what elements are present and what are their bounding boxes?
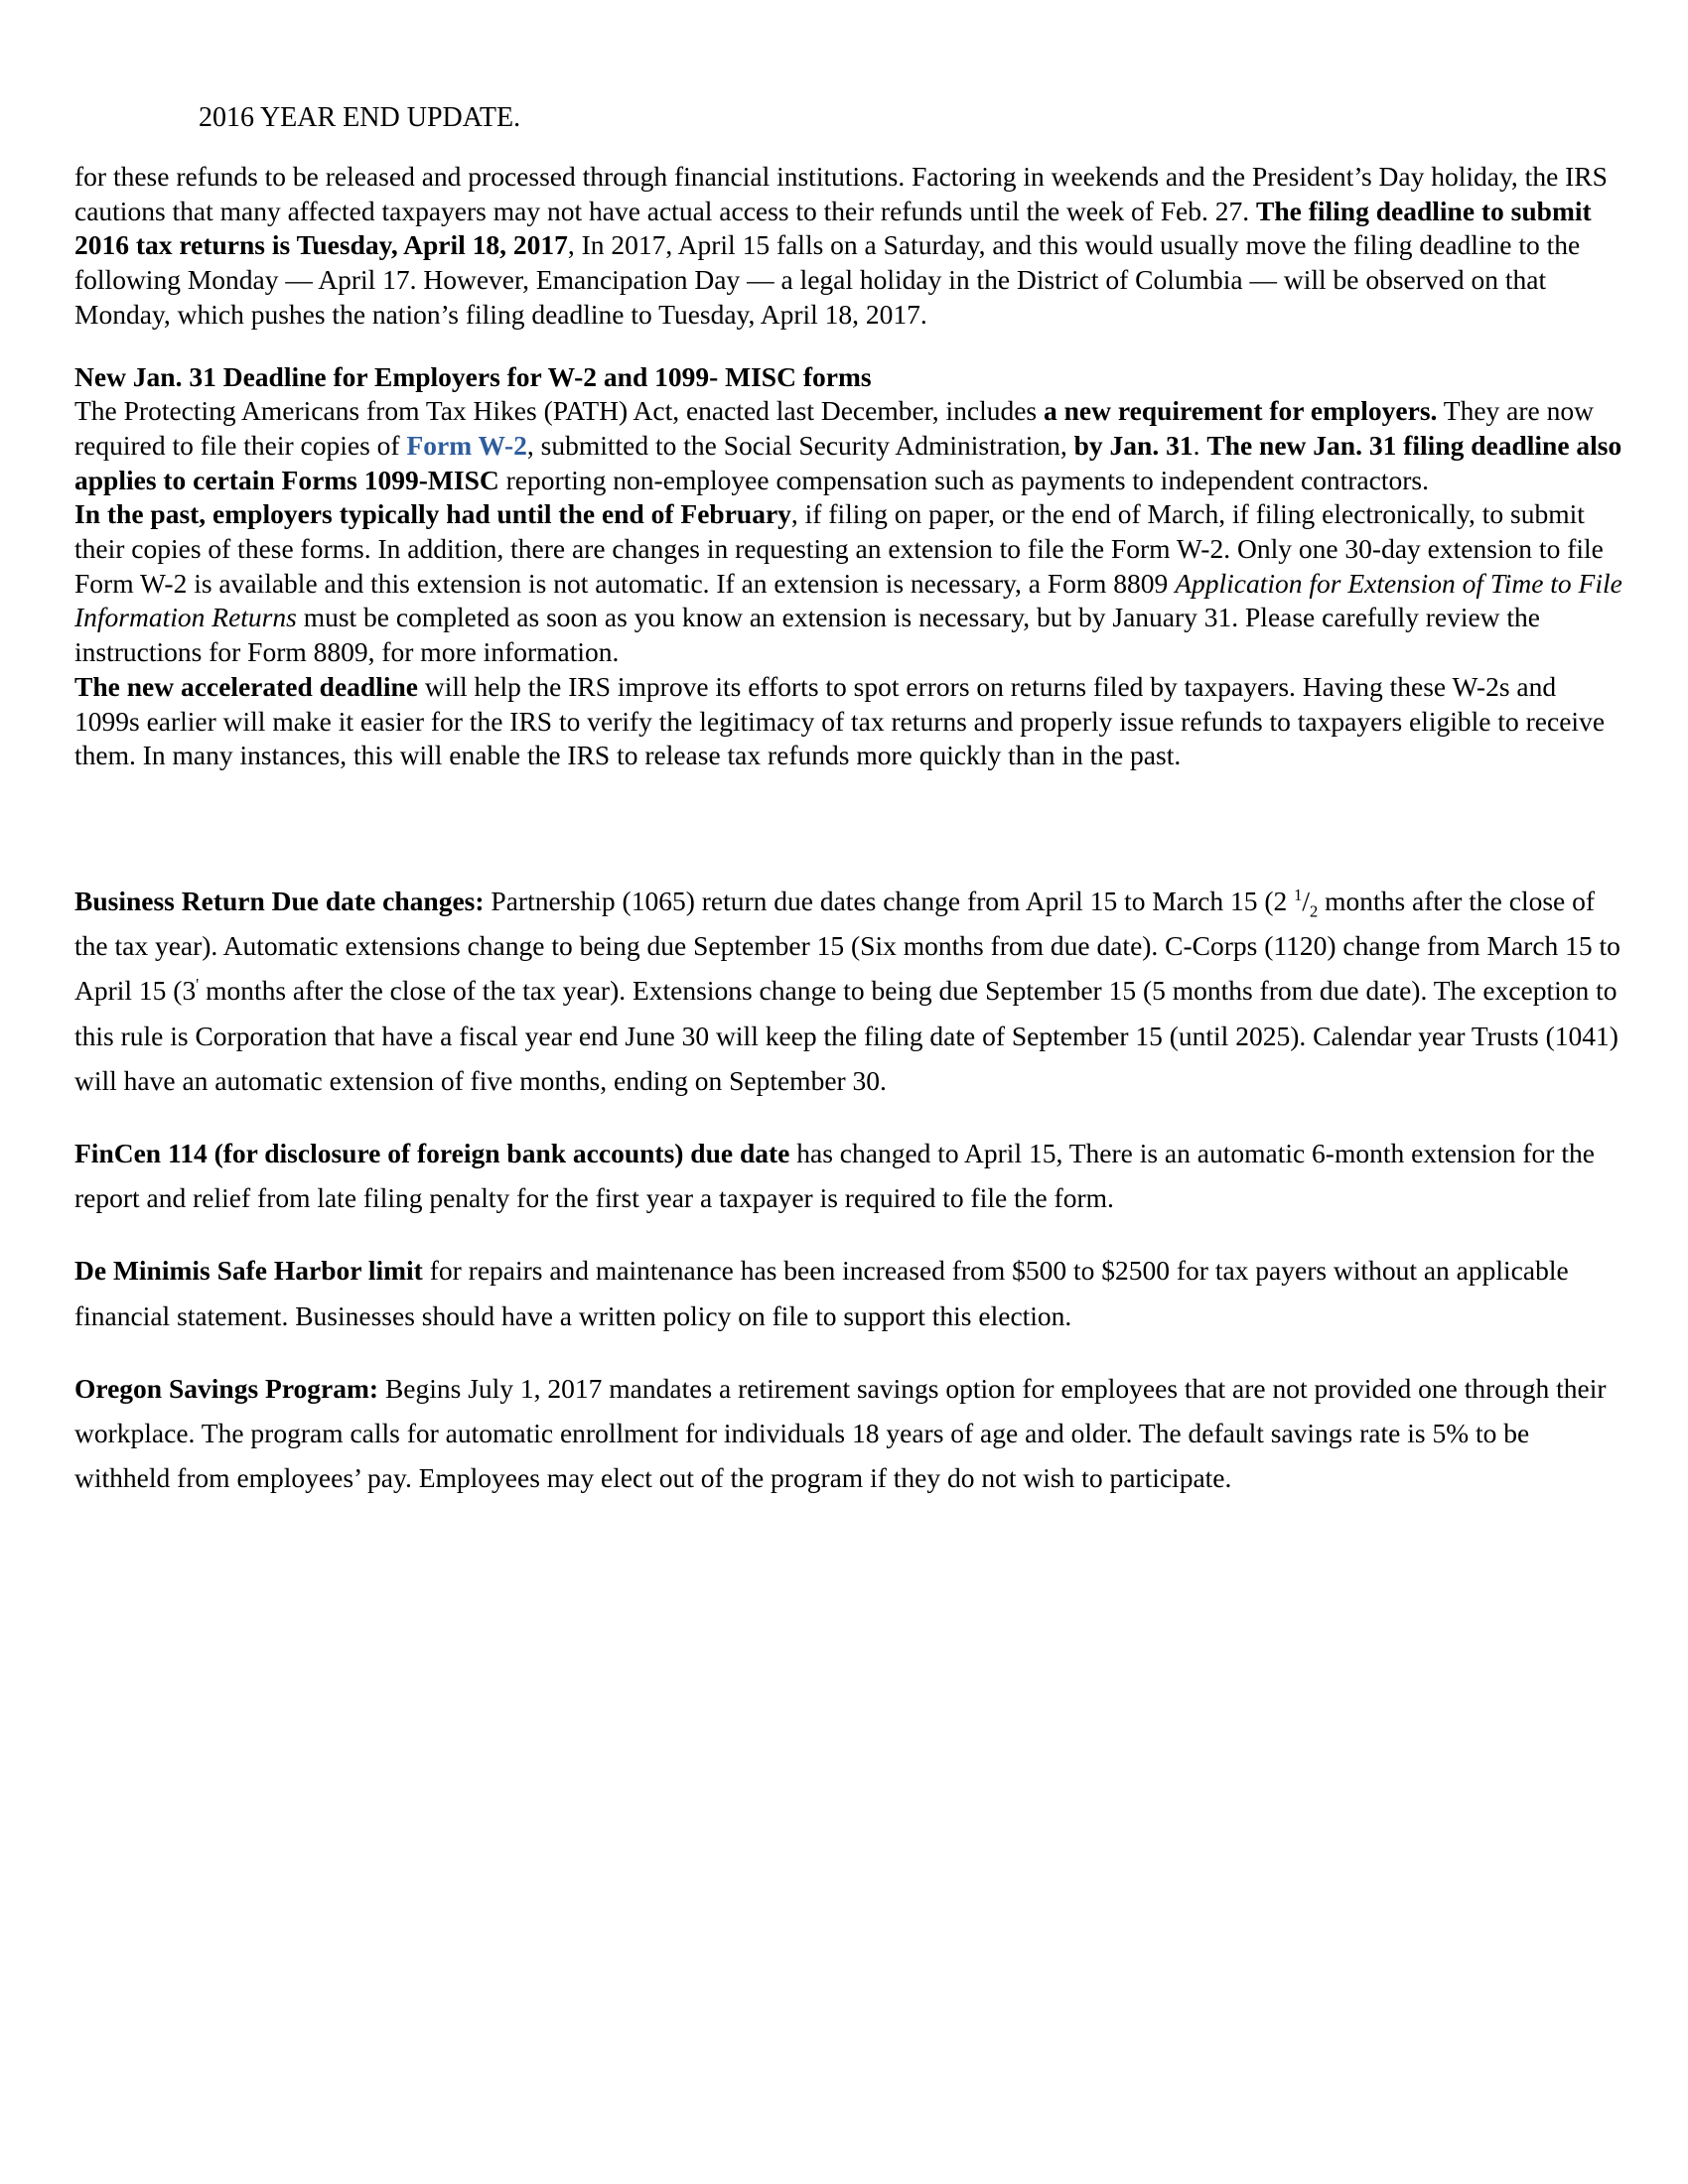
w2-bold-1099: The new Jan. 31 filing deadline also applies to certain Forms 1099-MISC	[74, 429, 1622, 495]
w2-bold-accelerated: The new accelerated deadline	[74, 670, 418, 702]
oregon-text: Begins July 1, 2017 mandates a retirement savings option for employees that are not provided one through their workplace. The program calls for automatic enrollment for individuals 18 years of age and older. The default savings rate is 5% to be withheld from employees’ pay. Employees may elect out of the program if they do not wish to participate.	[74, 1372, 1607, 1494]
w2-section-title	[74, 360, 1623, 395]
w2-paragraph-1	[74, 394, 1623, 497]
w2-text: reporting non-employee compensation such as payments to independent contractors.	[498, 464, 1429, 495]
intro-text-continued: , In 2017, April 15 falls on a Saturday, and this would usually move the filing deadline to the following Monday — April 17. However, Emancipation Day — a legal holiday in the District of Columbia — will be observed on that Monday, which pushes the nation’s filing deadline to Tuesday, April 18, 2017.	[74, 229, 1581, 330]
business-text: Partnership (1065) return due dates change from April 15 to March 15 (2	[484, 886, 1295, 916]
w2-paragraph-3	[74, 670, 1623, 773]
page-heading: 2016 YEAR END UPDATE.	[199, 102, 521, 133]
business-title: Business Return Due date changes:	[74, 886, 485, 916]
w2-text: will help the IRS improve its efforts to spot errors on returns filed by taxpayers. Having these W-2s and 1099s earlier will make it easier for the IRS to verify the legitimacy of tax returns and properly issue refunds to taxpayers eligible to receive them. In many instances, this will enable the IRS to release tax refunds more quickly than in the past.	[74, 670, 1606, 771]
w2-text: must be completed as soon as you know an extension is necessary, but by January 31. Please carefully review the instructions for Form 8809, for more information.	[74, 602, 1541, 668]
paragraph-gap	[74, 333, 1623, 360]
w2-text: , if filing on paper, or the end of March, if filing electronically, to submit their copies of these forms. In addition, there are changes in requesting an extension to file the Form W-2. Only one 30-day extension to file Form W-2 is available and this extension is not automatic. If an extension is necessary, a Form 8809	[74, 498, 1604, 599]
fraction-numerator: 1	[1294, 885, 1303, 904]
oregon-paragraph	[74, 1366, 1623, 1501]
deminimis-text: for repairs and maintenance has been increased from $500 to $2500 for tax payers without an applicable financial statement. Businesses should have a written policy on file to support this election.	[74, 1255, 1569, 1331]
w2-bold-past: In the past, employers typically had until the end of February	[74, 498, 791, 530]
business-paragraph	[74, 879, 1623, 1103]
intro-text: for these refunds to be released and processed through financial institutions. Factoring in weekends and the President’s Day holiday, the IRS cautions that many affected taxpayers may not have actual access to their refunds until the week of Feb. 27.	[74, 161, 1608, 226]
w2-text: The Protecting Americans from Tax Hikes (PATH) Act, enacted last December, includes	[74, 395, 1045, 427]
fraction-slash: /	[1302, 886, 1311, 916]
w2-bold-requirement: a new requirement for employers.	[1044, 395, 1438, 427]
fincen-title: FinCen 114 (for disclosure of foreign bank accounts) due date	[74, 1138, 790, 1169]
w2-text: , submitted to the Social Security Administration,	[526, 429, 1074, 461]
fincen-paragraph	[74, 1131, 1623, 1220]
w2-title-text: New Jan. 31 Deadline for Employers for W-2 and 1099- MISC forms	[74, 360, 872, 392]
w2-text: .	[1193, 429, 1207, 461]
business-text: months after the close of the tax year). Extensions change to being due September 15 (5 months from due date). The exception to this rule is Corporation that have a fiscal year end June 30 will keep the filing date of September 15 (until 2025). Calendar year Trusts (1041) will have an automatic extension of five months, ending on September 30.	[74, 975, 1618, 1096]
lower-section	[74, 879, 1623, 1500]
w2-paragraph-2	[74, 497, 1623, 670]
form-w2-link[interactable]: Form W-2	[406, 429, 527, 461]
intro-paragraph	[74, 160, 1623, 333]
filing-deadline-bold: The filing deadline to submit 2016 tax returns is Tuesday, April 18, 2017	[74, 195, 1592, 261]
prime-mark: '	[196, 975, 200, 995]
deminimis-title: De Minimis Safe Harbor limit	[74, 1255, 423, 1287]
form-8809-title: Application for Extension of Time to File Information Returns	[74, 567, 1622, 633]
business-text: months after the close of the tax year). Automatic extensions change to being due September 15 (Six months from due date). C-Corps (1120) change from March 15 to April 15 (3	[74, 886, 1620, 1007]
fraction-denominator: 2	[1310, 901, 1319, 921]
w2-bold-date: by Jan. 31	[1073, 429, 1194, 461]
oregon-title: Oregon Savings Program:	[74, 1372, 379, 1404]
w2-text: They are now required to file their copies of	[74, 395, 1594, 461]
fincen-text: has changed to April 15, There is an automatic 6-month extension for the report and relief from late filing penalty for the first year a taxpayer is required to file the form.	[74, 1138, 1595, 1214]
upper-section	[74, 160, 1623, 773]
deminimis-paragraph	[74, 1248, 1623, 1337]
